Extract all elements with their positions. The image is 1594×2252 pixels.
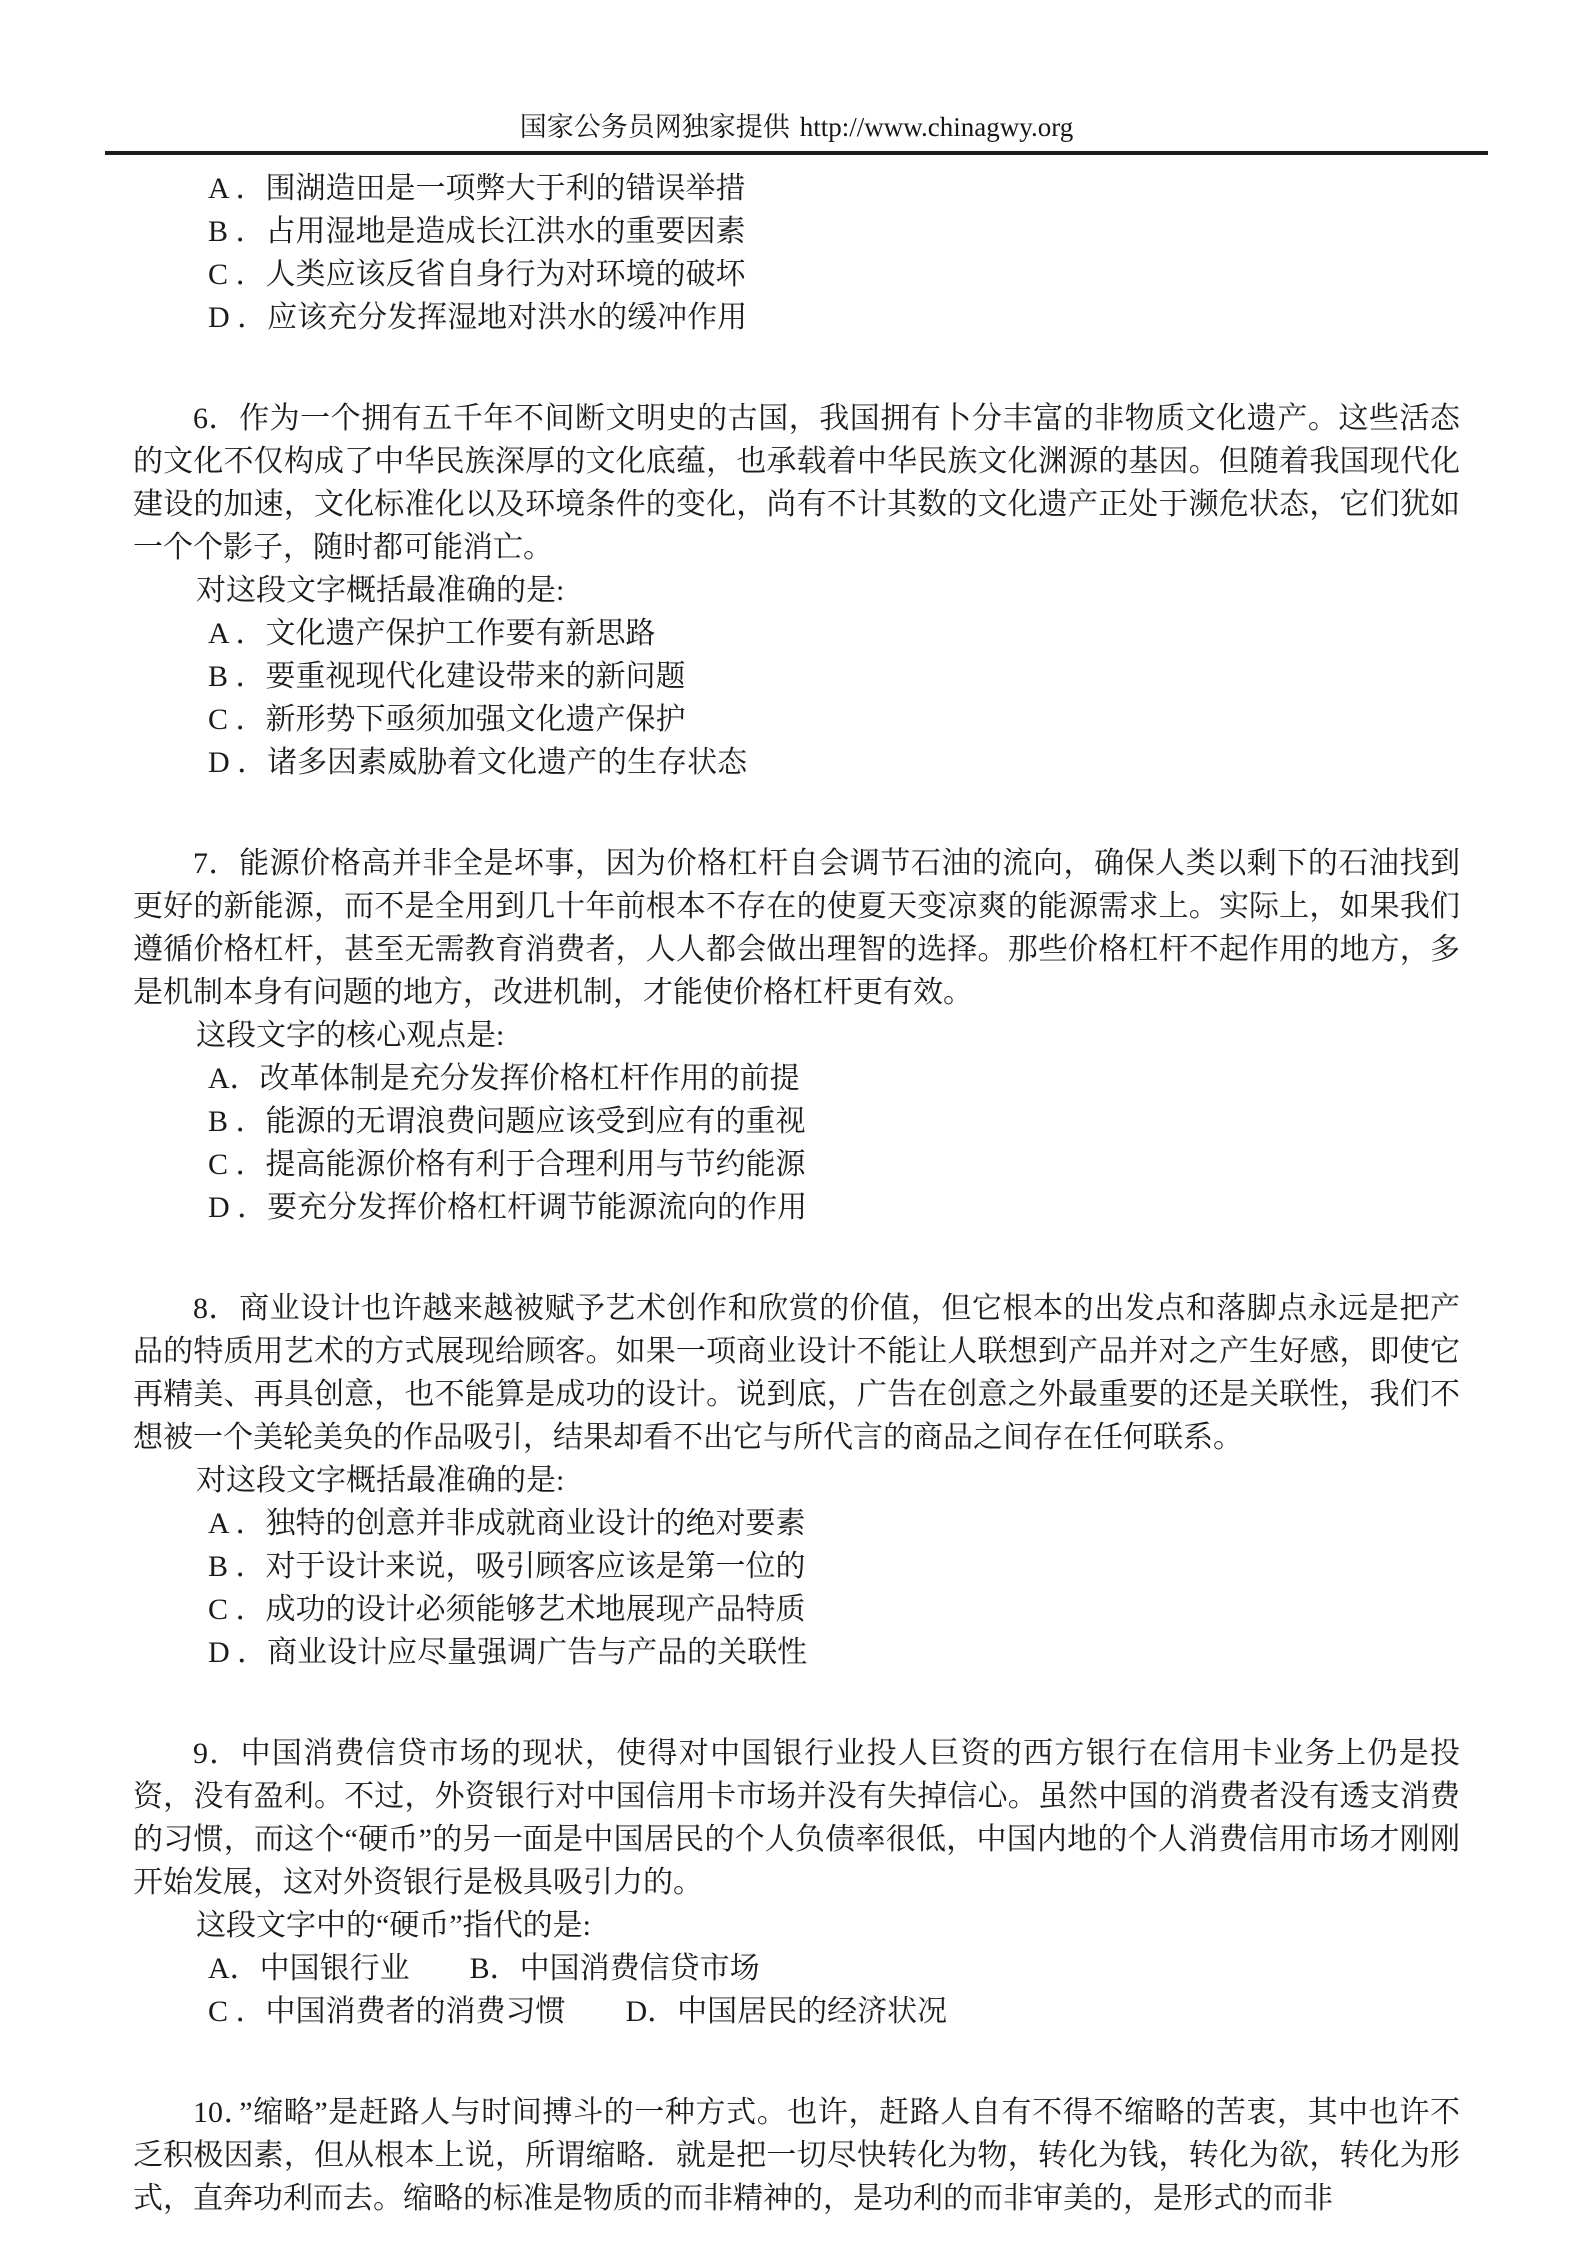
option-b: B ．能源的无谓浪费问题应该受到应有的重视 [208,1105,806,1138]
question-paragraph: 7．能源价格高并非全是坏事，因为价格杠杆自会调节石油的流向，确保人类以剩下的石油找到更好的新能源，而不是全用到几十年前根本不存在的使夏天变凉爽的能源需求上。实际上，如果我们遵循价格杠杆，甚至无需教育消费者，人人都会做出理智的选择。那些价格杠杆不起作用的地方，多是机制本身有问题的地方，改进机制，才能使价格杠杆更有效。 [133,847,1460,1009]
question-paragraph: 9．中国消费信贷市场的现状，使得对中国银行业投人巨资的西方银行在信用卡业务上仍是投资，没有盈利。不过，外资银行对中国信用卡市场并没有失掉信心。虽然中国的消费者没有透支消费的习惯，而这个“硬币”的另一面是中国居民的个人负债率很低，中国内地的个人消费信用市场才刚刚开始发展，这对外资银行是极具吸引力的。 [133,1737,1460,1899]
question-paragraph: 6．作为一个拥有五千年不间断文明史的古国，我国拥有卜分丰富的非物质文化遗产。这些活态的文化不仅构成了中华民族深厚的文化底蕴，也承载着中华民族文化渊源的基因。但随着我国现代化建设的加速，文化标准化以及环境条件的变化，尚有不计其数的文化遗产正处于濒危状态，它们犹如一个个影子，随时都可能消亡。 [133,402,1460,564]
option-b: B ．占用湿地是造成长江洪水的重要因素 [208,215,746,248]
question-paragraph: 10．”缩略”是赶路人与时间搏斗的一种方式。也许，赶路人自有不得不缩略的苦衷，其中也许不乏积极因素，但从根本上说，所谓缩略．就是把一切尽快转化为物，转化为钱，转化为欲，转化为形式，直奔功利而去。缩略的标准是物质的而非精神的，是功利的而非审美的，是形式的而非 [133,2096,1460,2215]
question-6-block [133,397,1460,784]
question-8-block [133,1287,1460,1674]
option-b: B ．要重视现代化建设带来的新问题 [208,660,686,693]
option-row-cd: C ．中国消费者的消费习惯 D．中国居民的经济状况 [208,1995,948,2028]
option-a: A ．围湖造田是一项弊大于利的错误举措 [208,172,746,205]
option-d: D ．商业设计应尽量强调广告与产品的关联性 [208,1636,808,1669]
question-7-block [133,842,1460,1229]
page-header [133,112,1460,142]
header-divider [105,151,1488,155]
option-c: C ．提高能源价格有利于合理利用与节约能源 [208,1148,806,1181]
provider-label: 国家公务员网独家提供 [519,112,790,142]
option-c: C ．人类应该反省自身行为对环境的破坏 [208,258,746,291]
question-paragraph: 8．商业设计也许越来越被赋予艺术创作和欣赏的价值，但它根本的出发点和落脚点永远是把产品的特质用艺术的方式展现给顾客。如果一项商业设计不能让人联想到产品并对之产生好感，即使它再精美、再具创意，也不能算是成功的设计。说到底，广告在创意之外最重要的还是关联性，我们不想被一个美轮美奂的作品吸引，结果却看不出它与所代言的商品之间存在任何联系。 [133,1292,1460,1454]
option-d: D ．诸多因素威胁着文化遗产的生存状态 [208,746,748,779]
question-stem: 这段文字中的“硬币”指代的是: [196,1909,591,1942]
option-c: C ．成功的设计必须能够艺术地展现产品特质 [208,1593,806,1626]
provider-url: http://www.chinagwy.org [799,112,1074,142]
option-a: A．改革体制是充分发挥价格杠杆作用的前提 [208,1062,800,1095]
option-a: A ．文化遗产保护工作要有新思路 [208,617,656,650]
question-9-block [133,1732,1460,2033]
option-d: D ．要充分发挥价格杠杆调节能源流向的作用 [208,1191,808,1224]
option-a: A ．独特的创意并非成就商业设计的绝对要素 [208,1507,806,1540]
question-5-options-block [133,167,1460,339]
option-row-ab: A．中国银行业 B．中国消费信贷市场 [208,1952,760,1985]
question-10-block [133,2091,1460,2220]
option-c: C ．新形势下亟须加强文化遗产保护 [208,703,686,736]
question-stem: 对这段文字概括最准确的是: [196,574,565,607]
question-stem: 对这段文字概括最准确的是: [196,1464,565,1497]
option-b: B ．对于设计来说，吸引顾客应该是第一位的 [208,1550,806,1583]
option-d: D ．应该充分发挥湿地对洪水的缓冲作用 [208,301,748,334]
question-stem: 这段文字的核心观点是: [196,1019,505,1052]
